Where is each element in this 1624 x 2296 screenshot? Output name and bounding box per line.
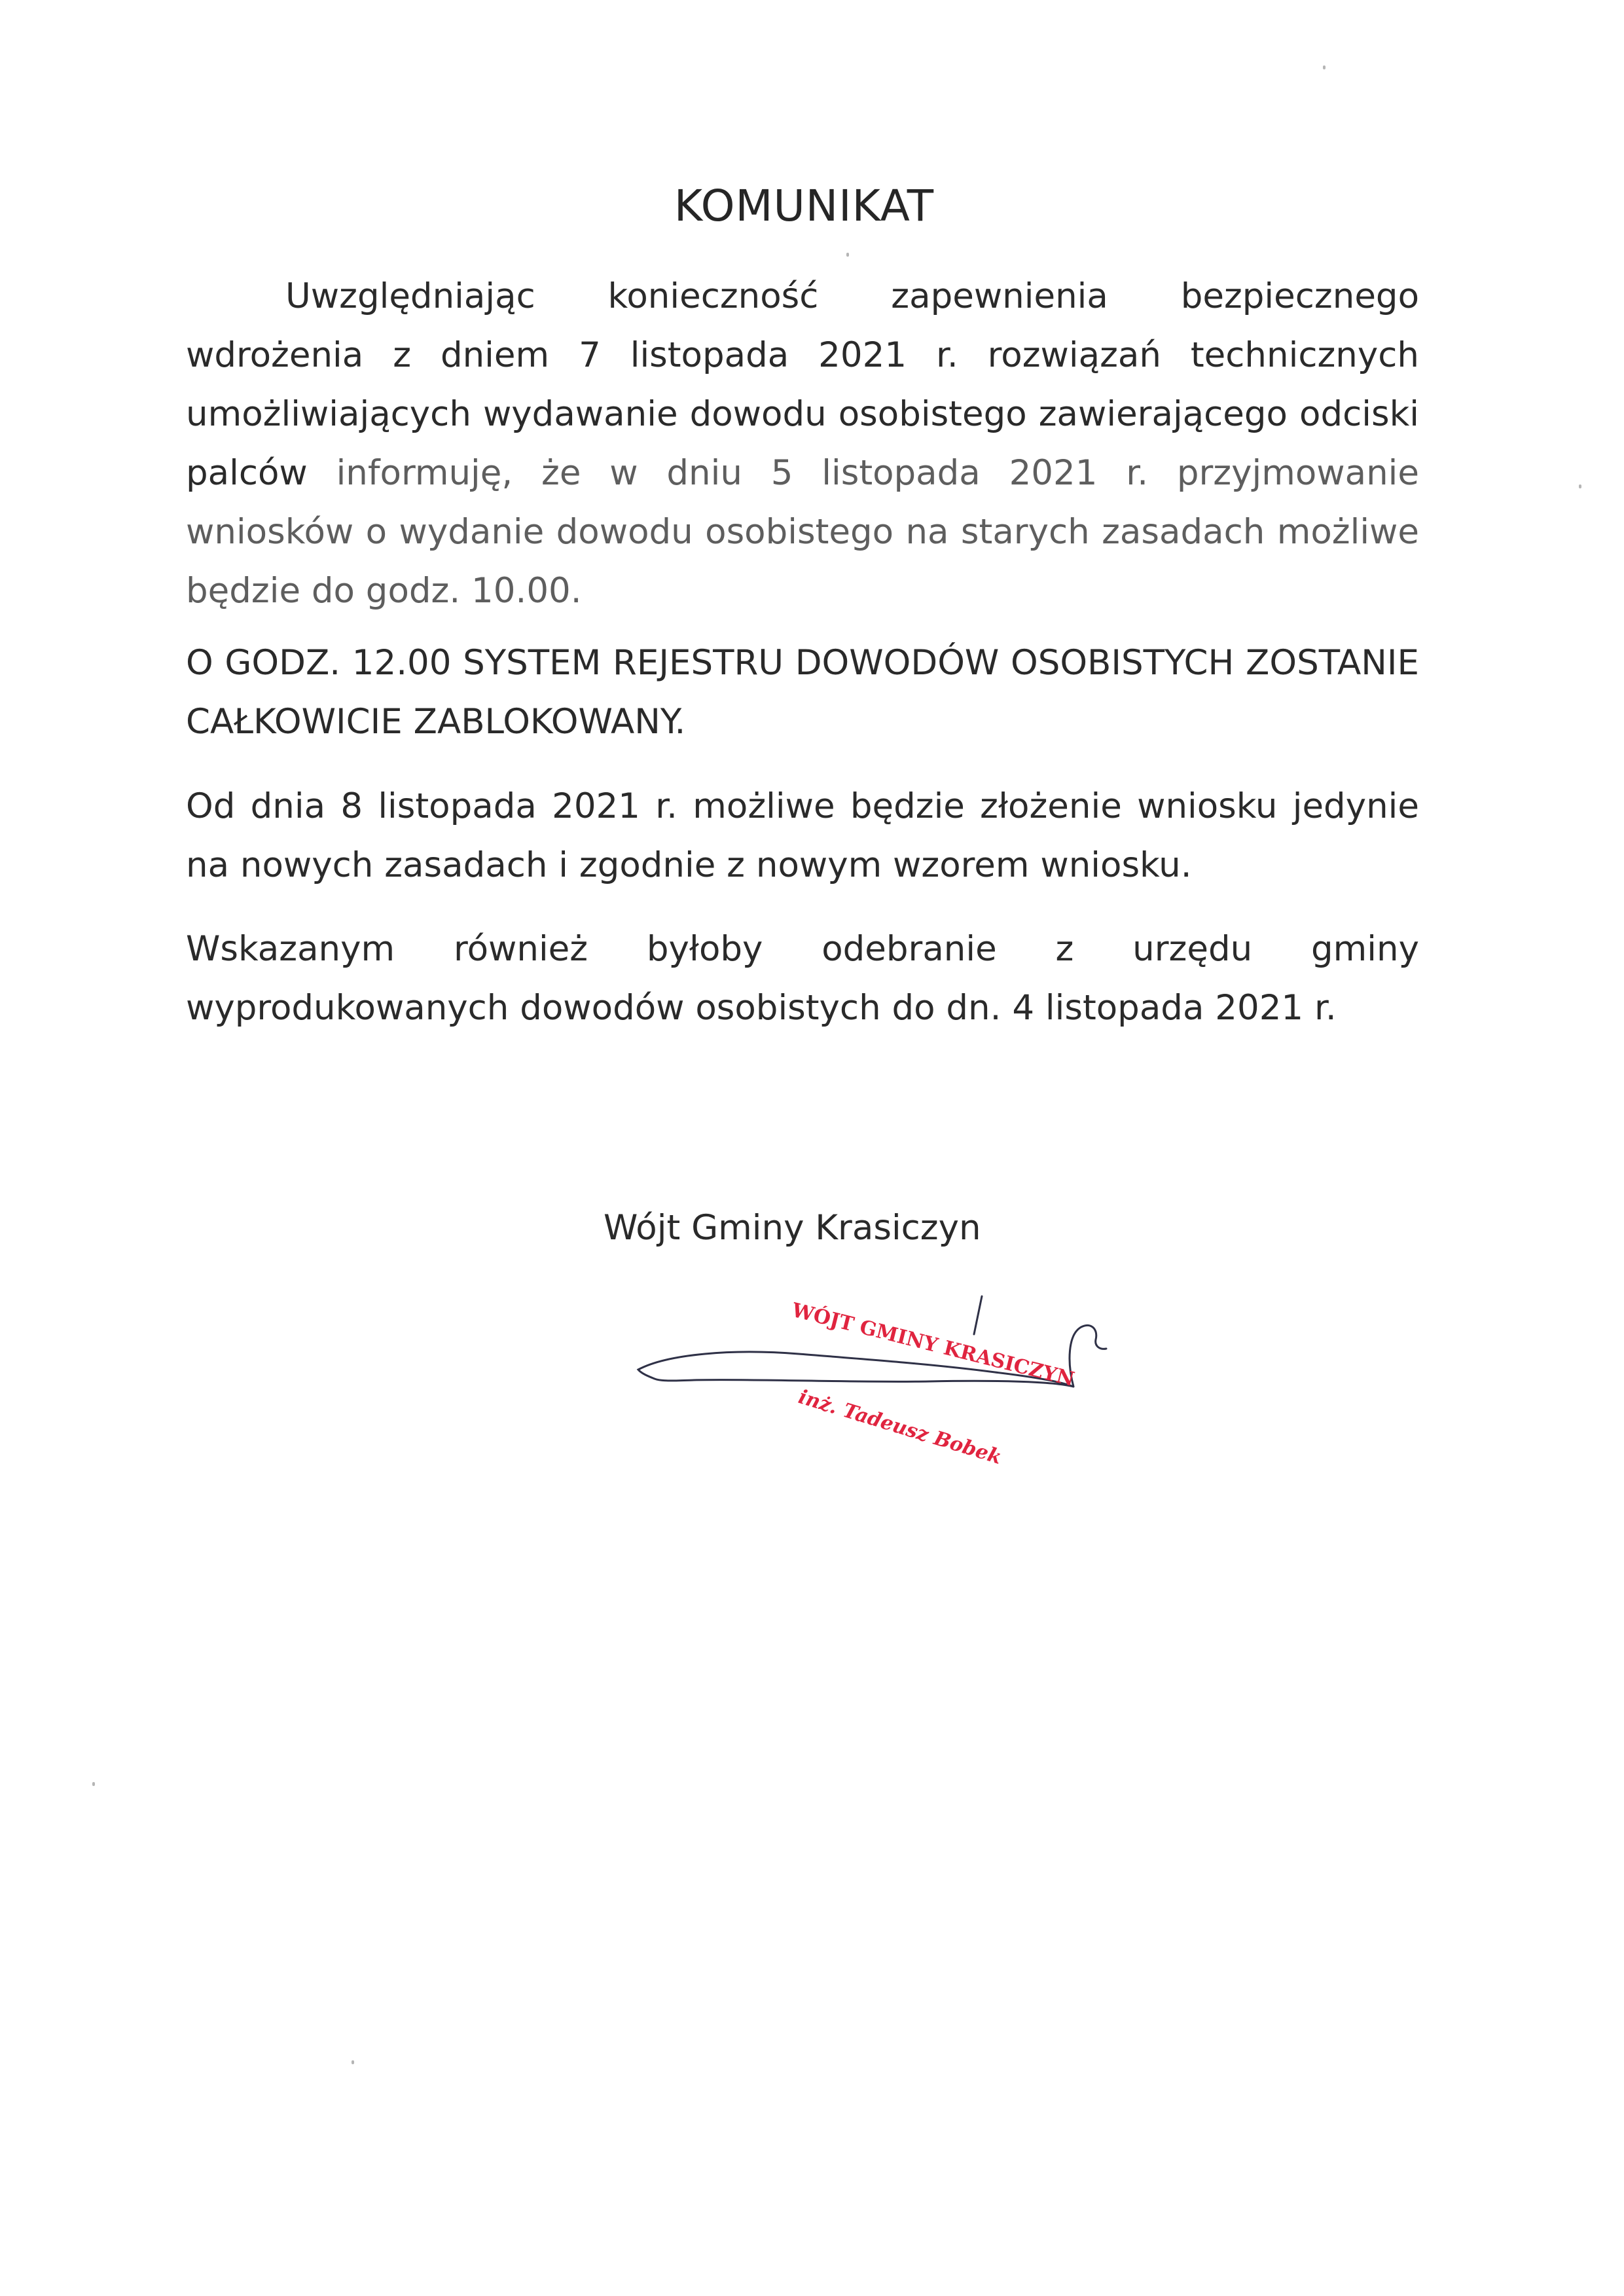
signature-stamp <box>628 1283 1126 1499</box>
paragraph-announcement <box>186 267 1419 621</box>
scan-speck <box>1323 65 1326 69</box>
scan-speck <box>846 253 849 257</box>
signature-tick-stroke <box>974 1296 982 1334</box>
document-title: KOMUNIKAT <box>674 181 935 231</box>
paragraph-announcement-main: Uwzględniając konieczność zapewnienia bezpiecznego wdrożenia z dniem 7 listopada 2021 r. rozwiązań technicznych umożliwiających wydawanie dowodu osobistego zawierającego odciski palców <box>186 276 1419 493</box>
paragraph-announcement-faded: informuję, że w dniu 5 listopada 2021 r. przyjmowanie wniosków o wydanie dowodu osobistego na starych zasadach możliwe będzie do godz. 10.00. <box>186 453 1419 611</box>
scan-speck <box>1579 484 1581 488</box>
scan-speck <box>92 1782 95 1786</box>
signature-stamp-graphic <box>628 1283 1126 1499</box>
signature-hook-stroke <box>1070 1325 1106 1387</box>
paragraph-system-block: O GODZ. 12.00 SYSTEM REJESTRU DOWODÓW OSOBISTYCH ZOSTANIE CAŁKOWICIE ZABLOKOWANY. <box>186 643 1419 742</box>
stamp-line-name: inż. Tadeusz Bobek <box>795 1385 1005 1469</box>
paragraph-pickup: Wskazanym również byłoby odebranie z urzędu gminy wyprodukowanych dowodów osobistych do dn. 4 listopada 2021 r. <box>186 929 1419 1028</box>
scan-speck <box>352 2060 354 2064</box>
stamp-line-office: WÓJT GMINY KRASICZYN <box>789 1298 1077 1392</box>
signature-title: Wójt Gminy Krasiczyn <box>604 1208 981 1248</box>
paragraph-new-rules: Od dnia 8 listopada 2021 r. możliwe będzie złożenie wniosku jedynie na nowych zasadach i zgodnie z nowym wzorem wniosku. <box>186 786 1419 885</box>
